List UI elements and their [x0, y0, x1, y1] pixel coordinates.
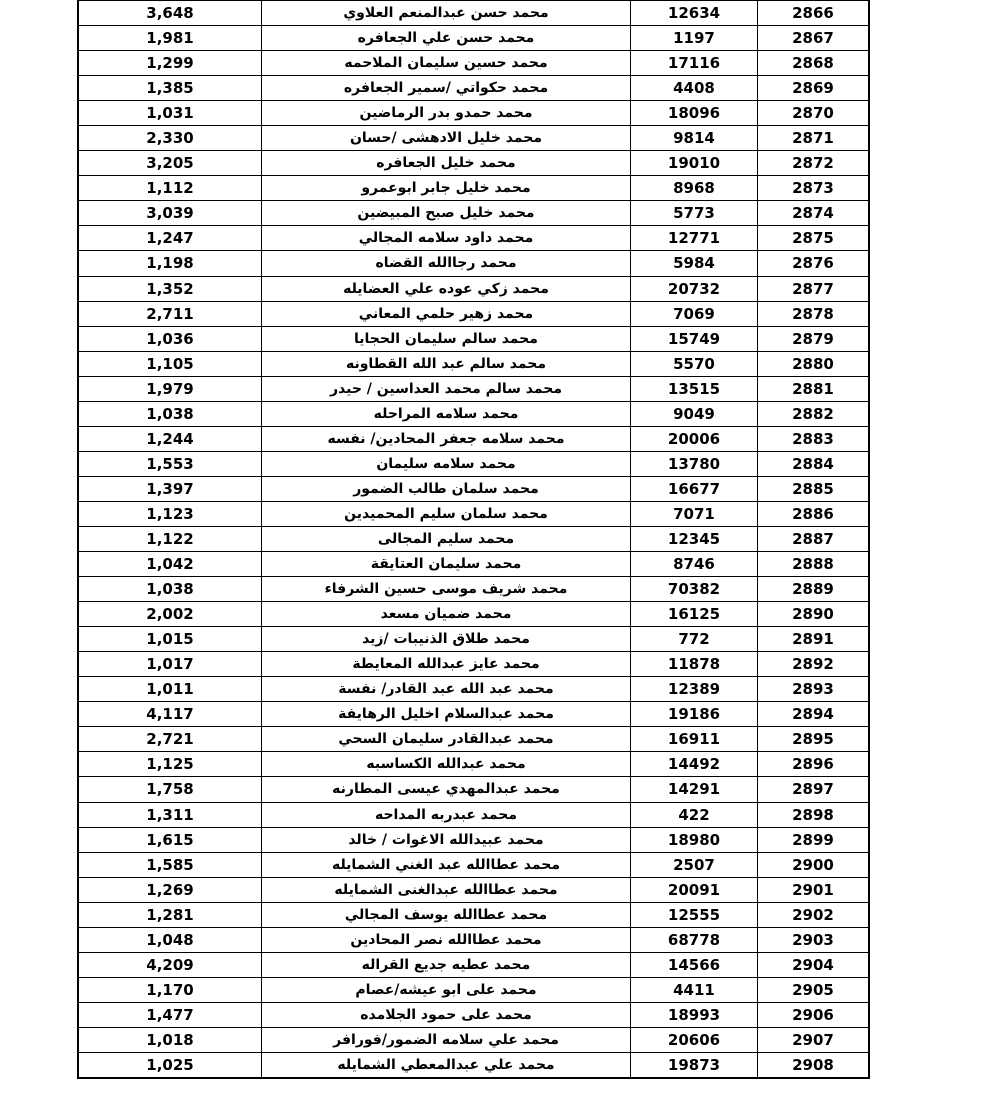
name-cell: محمد رجاالله القضاه	[262, 251, 631, 276]
id-cell: 7071	[631, 501, 758, 526]
table-row	[78, 827, 869, 852]
serial-cell: 2874	[758, 201, 870, 226]
id-cell: 4408	[631, 76, 758, 101]
serial-cell: 2898	[758, 802, 870, 827]
amount-cell: 1,042	[78, 552, 262, 577]
serial-cell: 2870	[758, 101, 870, 126]
serial-cell: 2902	[758, 902, 870, 927]
table-row	[78, 501, 869, 526]
id-cell: 17116	[631, 51, 758, 76]
id-cell: 11878	[631, 652, 758, 677]
serial-cell: 2883	[758, 426, 870, 451]
serial-cell: 2868	[758, 51, 870, 76]
id-cell: 772	[631, 627, 758, 652]
table-row	[78, 76, 869, 101]
id-cell: 16911	[631, 727, 758, 752]
amount-cell: 4,117	[78, 702, 262, 727]
table-row	[78, 927, 869, 952]
table-row	[78, 552, 869, 577]
table-row	[78, 577, 869, 602]
table-row	[78, 126, 869, 151]
serial-cell: 2872	[758, 151, 870, 176]
table-row	[78, 702, 869, 727]
id-cell: 70382	[631, 577, 758, 602]
amount-cell: 1,299	[78, 51, 262, 76]
id-cell: 19010	[631, 151, 758, 176]
id-cell: 2507	[631, 852, 758, 877]
serial-cell: 2871	[758, 126, 870, 151]
amount-cell: 1,011	[78, 677, 262, 702]
name-cell: محمد سليمان العتايقة	[262, 552, 631, 577]
records-table-body	[78, 1, 869, 1079]
serial-cell: 2906	[758, 1002, 870, 1027]
name-cell: محمد سالم سليمان الحجايا	[262, 326, 631, 351]
name-cell: محمد شريف موسى حسين الشرفاء	[262, 577, 631, 602]
table-row	[78, 627, 869, 652]
table-row	[78, 251, 869, 276]
name-cell: محمد حمدو بدر الرماضين	[262, 101, 631, 126]
id-cell: 20606	[631, 1027, 758, 1052]
table-row	[78, 802, 869, 827]
amount-cell: 3,039	[78, 201, 262, 226]
amount-cell: 1,038	[78, 577, 262, 602]
amount-cell: 1,553	[78, 451, 262, 476]
amount-cell: 1,198	[78, 251, 262, 276]
serial-cell: 2905	[758, 977, 870, 1002]
table-row	[78, 752, 869, 777]
id-cell: 9049	[631, 401, 758, 426]
amount-cell: 1,015	[78, 627, 262, 652]
name-cell: محمد طلاق الذنيبات /زيد	[262, 627, 631, 652]
name-cell: محمد حسن عبدالمنعم العلاوي	[262, 1, 631, 26]
id-cell: 20006	[631, 426, 758, 451]
table-row	[78, 376, 869, 401]
amount-cell: 1,170	[78, 977, 262, 1002]
id-cell: 18980	[631, 827, 758, 852]
name-cell: محمد علي سلامه الضمور/فورافر	[262, 1027, 631, 1052]
id-cell: 14566	[631, 952, 758, 977]
table-row	[78, 677, 869, 702]
serial-cell: 2908	[758, 1052, 870, 1078]
id-cell: 18096	[631, 101, 758, 126]
name-cell: محمد حسن علي الجعافره	[262, 26, 631, 51]
id-cell: 13515	[631, 376, 758, 401]
name-cell: محمد خليل الجعافره	[262, 151, 631, 176]
serial-cell: 2869	[758, 76, 870, 101]
amount-cell: 1,125	[78, 752, 262, 777]
table-row	[78, 326, 869, 351]
serial-cell: 2878	[758, 301, 870, 326]
name-cell: محمد حكواتي /سمير الجعافره	[262, 76, 631, 101]
table-row	[78, 151, 869, 176]
amount-cell: 1,281	[78, 902, 262, 927]
table-row	[78, 351, 869, 376]
id-cell: 9814	[631, 126, 758, 151]
amount-cell: 2,721	[78, 727, 262, 752]
amount-cell: 1,031	[78, 101, 262, 126]
table-row	[78, 1, 869, 26]
name-cell: محمد علي عبدالمعطي الشمايله	[262, 1052, 631, 1078]
table-row	[78, 226, 869, 251]
table-row	[78, 652, 869, 677]
id-cell: 19186	[631, 702, 758, 727]
id-cell: 8968	[631, 176, 758, 201]
serial-cell: 2873	[758, 176, 870, 201]
serial-cell: 2877	[758, 276, 870, 301]
amount-cell: 1,269	[78, 877, 262, 902]
amount-cell: 1,585	[78, 852, 262, 877]
id-cell: 5984	[631, 251, 758, 276]
id-cell: 20091	[631, 877, 758, 902]
table-row	[78, 201, 869, 226]
name-cell: محمد سالم محمد العداسين / حيدر	[262, 376, 631, 401]
serial-cell: 2879	[758, 326, 870, 351]
amount-cell: 1,311	[78, 802, 262, 827]
table-row	[78, 977, 869, 1002]
table-row	[78, 526, 869, 551]
id-cell: 18993	[631, 1002, 758, 1027]
amount-cell: 1,018	[78, 1027, 262, 1052]
serial-cell: 2896	[758, 752, 870, 777]
table-row	[78, 1052, 869, 1078]
name-cell: محمد عطاالله عبد الغني الشمايله	[262, 852, 631, 877]
id-cell: 422	[631, 802, 758, 827]
id-cell: 12555	[631, 902, 758, 927]
serial-cell: 2889	[758, 577, 870, 602]
amount-cell: 1,758	[78, 777, 262, 802]
serial-cell: 2890	[758, 602, 870, 627]
serial-cell: 2888	[758, 552, 870, 577]
name-cell: محمد عبدالسلام اخليل الرهايفة	[262, 702, 631, 727]
name-cell: محمد سلامه جعفر المحادين/ نفسه	[262, 426, 631, 451]
amount-cell: 1,352	[78, 276, 262, 301]
serial-cell: 2904	[758, 952, 870, 977]
name-cell: محمد على حمود الجلامده	[262, 1002, 631, 1027]
name-cell: محمد عطاالله نصر المحادين	[262, 927, 631, 952]
id-cell: 7069	[631, 301, 758, 326]
amount-cell: 1,244	[78, 426, 262, 451]
id-cell: 14291	[631, 777, 758, 802]
name-cell: محمد عطاالله يوسف المجالي	[262, 902, 631, 927]
id-cell: 12634	[631, 1, 758, 26]
serial-cell: 2901	[758, 877, 870, 902]
serial-cell: 2887	[758, 526, 870, 551]
serial-cell: 2900	[758, 852, 870, 877]
amount-cell: 1,122	[78, 526, 262, 551]
records-table	[77, 0, 870, 1079]
serial-cell: 2867	[758, 26, 870, 51]
name-cell: محمد سلامه المراحله	[262, 401, 631, 426]
amount-cell: 1,048	[78, 927, 262, 952]
serial-cell: 2866	[758, 1, 870, 26]
serial-cell: 2903	[758, 927, 870, 952]
name-cell: محمد خليل صبح المبيضين	[262, 201, 631, 226]
table-row	[78, 51, 869, 76]
amount-cell: 2,330	[78, 126, 262, 151]
serial-cell: 2897	[758, 777, 870, 802]
name-cell: محمد خليل الادهشى /حسان	[262, 126, 631, 151]
id-cell: 1197	[631, 26, 758, 51]
table-row	[78, 602, 869, 627]
table-row	[78, 276, 869, 301]
serial-cell: 2895	[758, 727, 870, 752]
table-row	[78, 1027, 869, 1052]
id-cell: 14492	[631, 752, 758, 777]
table-row	[78, 426, 869, 451]
amount-cell: 1,981	[78, 26, 262, 51]
id-cell: 5570	[631, 351, 758, 376]
amount-cell: 1,112	[78, 176, 262, 201]
amount-cell: 1,615	[78, 827, 262, 852]
amount-cell: 1,397	[78, 476, 262, 501]
amount-cell: 1,036	[78, 326, 262, 351]
name-cell: محمد عبدربه المداحه	[262, 802, 631, 827]
serial-cell: 2882	[758, 401, 870, 426]
id-cell: 20732	[631, 276, 758, 301]
name-cell: محمد زهير حلمي المعاني	[262, 301, 631, 326]
name-cell: محمد عطيه جديع القراله	[262, 952, 631, 977]
id-cell: 13780	[631, 451, 758, 476]
name-cell: محمد عايز عبدالله المعايطة	[262, 652, 631, 677]
amount-cell: 1,105	[78, 351, 262, 376]
id-cell: 12771	[631, 226, 758, 251]
serial-cell: 2891	[758, 627, 870, 652]
serial-cell: 2881	[758, 376, 870, 401]
serial-cell: 2892	[758, 652, 870, 677]
table-row	[78, 852, 869, 877]
id-cell: 8746	[631, 552, 758, 577]
table-row	[78, 451, 869, 476]
table-row	[78, 877, 869, 902]
serial-cell: 2884	[758, 451, 870, 476]
serial-cell: 2875	[758, 226, 870, 251]
name-cell: محمد حسين سليمان الملاحمه	[262, 51, 631, 76]
records-sheet	[77, 0, 863, 1079]
name-cell: محمد سلامه سليمان	[262, 451, 631, 476]
id-cell: 16125	[631, 602, 758, 627]
amount-cell: 1,025	[78, 1052, 262, 1078]
serial-cell: 2894	[758, 702, 870, 727]
name-cell: محمد عبيدالله الاغوات / خالد	[262, 827, 631, 852]
id-cell: 68778	[631, 927, 758, 952]
serial-cell: 2899	[758, 827, 870, 852]
amount-cell: 3,205	[78, 151, 262, 176]
name-cell: محمد عطاالله عبدالغنى الشمايله	[262, 877, 631, 902]
name-cell: محمد خليل جابر ابوعمرو	[262, 176, 631, 201]
id-cell: 12345	[631, 526, 758, 551]
serial-cell: 2876	[758, 251, 870, 276]
amount-cell: 3,648	[78, 1, 262, 26]
name-cell: محمد عبدالقادر سليمان السحي	[262, 727, 631, 752]
id-cell: 16677	[631, 476, 758, 501]
serial-cell: 2893	[758, 677, 870, 702]
amount-cell: 1,979	[78, 376, 262, 401]
table-row	[78, 176, 869, 201]
amount-cell: 1,123	[78, 501, 262, 526]
table-row	[78, 476, 869, 501]
amount-cell: 2,002	[78, 602, 262, 627]
name-cell: محمد سالم عبد الله القطاونه	[262, 351, 631, 376]
name-cell: محمد على ابو عيشه/عصام	[262, 977, 631, 1002]
name-cell: محمد سليم المجالى	[262, 526, 631, 551]
name-cell: محمد عبدالمهدي عيسى المطارنه	[262, 777, 631, 802]
id-cell: 19873	[631, 1052, 758, 1078]
amount-cell: 2,711	[78, 301, 262, 326]
name-cell: محمد سلمان طالب الضمور	[262, 476, 631, 501]
table-row	[78, 777, 869, 802]
table-row	[78, 301, 869, 326]
id-cell: 12389	[631, 677, 758, 702]
name-cell: محمد زكي عوده علي العضايله	[262, 276, 631, 301]
amount-cell: 1,038	[78, 401, 262, 426]
table-row	[78, 401, 869, 426]
amount-cell: 1,247	[78, 226, 262, 251]
serial-cell: 2907	[758, 1027, 870, 1052]
amount-cell: 4,209	[78, 952, 262, 977]
table-row	[78, 101, 869, 126]
name-cell: محمد عبدالله الكساسبه	[262, 752, 631, 777]
amount-cell: 1,017	[78, 652, 262, 677]
id-cell: 5773	[631, 201, 758, 226]
table-row	[78, 952, 869, 977]
id-cell: 15749	[631, 326, 758, 351]
name-cell: محمد داود سلامه المجالي	[262, 226, 631, 251]
name-cell: محمد عبد الله عبد القادر/ نفسة	[262, 677, 631, 702]
name-cell: محمد ضميان مسعد	[262, 602, 631, 627]
serial-cell: 2886	[758, 501, 870, 526]
table-row	[78, 26, 869, 51]
table-row	[78, 727, 869, 752]
table-row	[78, 902, 869, 927]
id-cell: 4411	[631, 977, 758, 1002]
name-cell: محمد سلمان سليم المحميدين	[262, 501, 631, 526]
table-row	[78, 1002, 869, 1027]
amount-cell: 1,385	[78, 76, 262, 101]
amount-cell: 1,477	[78, 1002, 262, 1027]
serial-cell: 2885	[758, 476, 870, 501]
serial-cell: 2880	[758, 351, 870, 376]
